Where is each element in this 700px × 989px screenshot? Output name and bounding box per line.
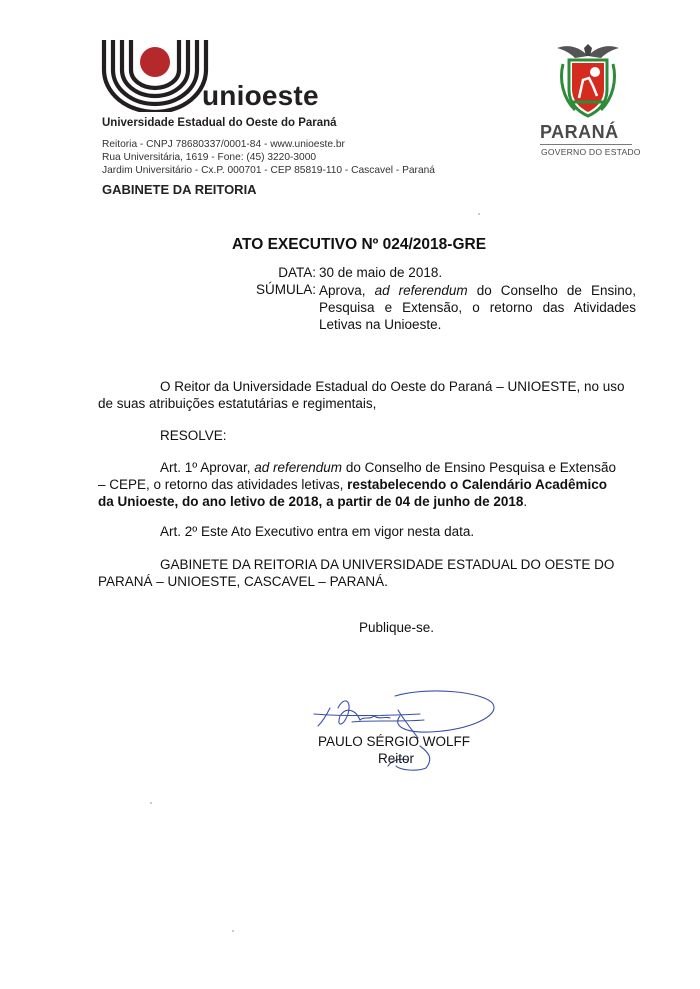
summary-line-2: Pesquisa e Extensão, o retorno das Atividades [319,300,636,315]
summary-label: SÚMULA: [255,282,316,297]
article-1-text: do Conselho de Ensino Pesquisa e Extensão [345,460,617,475]
unioeste-logo [100,40,210,112]
article-1-line-3 [98,493,638,510]
article-1-text: – CEPE, o retorno das atividades letivas, [98,477,344,492]
state-divider [540,144,632,145]
signatory-name: PAULO SÉRGIO WOLFF [318,734,471,749]
scan-speck [150,802,152,804]
scan-speck [478,213,480,215]
closing-line-1: GABINETE DA REITORIA DA UNIVERSIDADE ESTADUAL DO OESTE DO [160,557,615,572]
article-1-line-2 [98,476,638,493]
department-heading: GABINETE DA REITORIA [102,182,257,197]
state-name: PARANÁ [540,122,619,142]
intro-line-2: de suas atribuições estatutárias e regimentais, [98,396,377,411]
article-1-emphasis: ad referendum [254,460,343,475]
address-line-1: Reitoria - CNPJ 78680337/0001-84 - www.unioeste.br [102,139,345,150]
article-1-text: Art. 1º Aprovar, [160,460,251,475]
brand-full-name: Universidade Estadual do Oeste do Paraná [102,117,337,129]
document-title: ATO EXECUTIVO Nº 024/2018-GRE [232,236,487,253]
address-line-2: Rua Universitária, 1619 - Fone: (45) 3220-3000 [102,152,317,163]
address-line-3: Jardim Universitário - Cx.P. 000701 - CEP 85819-110 - Cascavel - Paraná [102,165,435,176]
intro-line-1: O Reitor da Universidade Estadual do Oeste do Paraná – UNIOESTE, no uso [160,379,625,394]
date-label: DATA: [278,265,316,280]
date-value: 30 de maio de 2018. [319,265,443,280]
article-1-bold: da Unioeste, do ano letivo de 2018, a partir de 04 de junho de 2018 [98,494,524,509]
summary-text-part: Aprova, [319,283,366,298]
closing-paragraph [98,556,638,590]
scan-speck [232,930,234,932]
article-1 [98,459,638,510]
summary-line-1 [319,282,636,299]
publication-note: Publique-se. [359,620,435,635]
summary-text [319,282,636,333]
signatory-role: Reitor [378,751,415,766]
closing-line-2: PARANÁ – UNIOESTE, CASCAVEL – PARANÁ. [98,574,388,589]
article-2: Art. 2º Este Ato Executivo entra em vigor nesta data. [160,524,475,539]
intro-paragraph [98,378,638,412]
brand-name: unioeste [202,80,319,111]
resolve-heading: RESOLVE: [160,428,227,443]
state-government: GOVERNO DO ESTADO [541,147,641,157]
summary-emphasis: ad referendum [374,283,468,298]
summary-line-3: Letivas na Unioeste. [319,317,442,332]
parana-coat-of-arms-icon [553,42,623,118]
article-1-bold: restabelecendo o Calendário Acadêmico [347,477,607,492]
article-1-text: . [523,494,528,509]
article-1-line-1 [98,459,638,476]
summary-text-part: do Conselho de Ensino, [476,283,636,298]
